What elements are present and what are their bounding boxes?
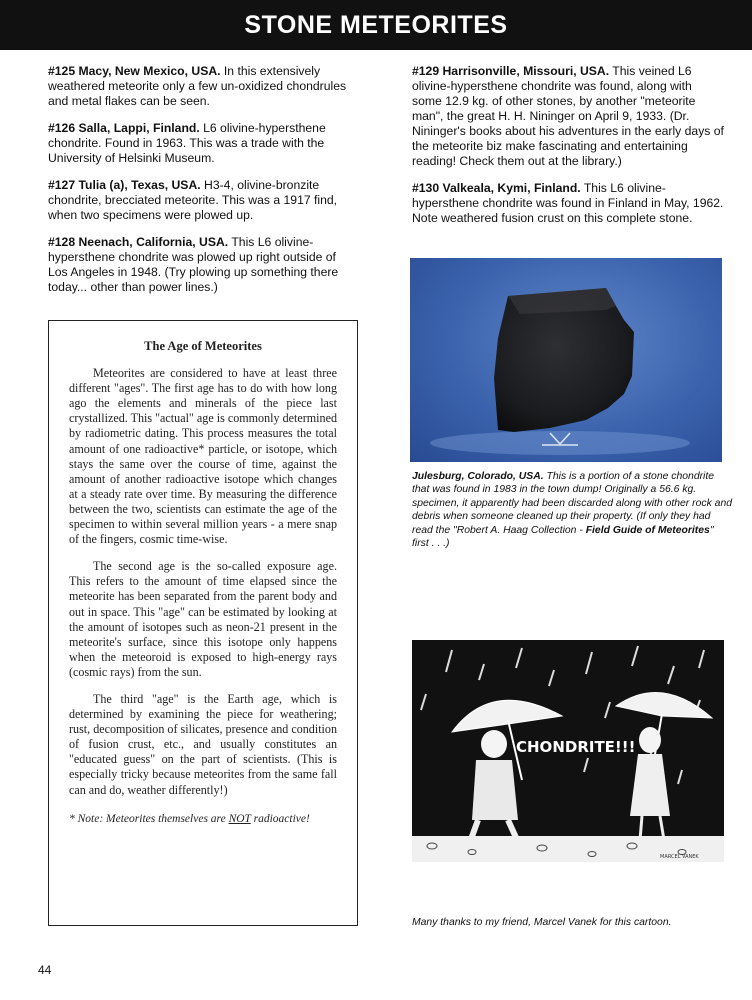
catalog-entry-127: [48, 178, 358, 223]
catalog-entry-129: [412, 64, 724, 169]
caption-book-title: Field Guide of Meteorites: [585, 524, 710, 536]
catalog-entry-125: [48, 64, 358, 109]
entry-heading: #125 Macy, New Mexico, USA.: [48, 64, 221, 78]
chondrite-cartoon: [412, 640, 724, 862]
sidebar-paragraph: The third "age" is the Earth age, which is determined by examining the piece for weathering; rust, decomposition of silicates, presence and condition of fusion crust, etc., and usually constitutes an "educated guess" on the part of scientists. (This is especially tricky because meteorites from the same fall can and do, weather differently!): [69, 691, 338, 797]
meteorite-photo: [410, 258, 722, 462]
caption-text: " first . . .): [412, 524, 714, 550]
left-column: [48, 64, 358, 307]
entry-heading: #129 Harrisonville, Missouri, USA.: [412, 64, 610, 78]
entry-text: L6 olivine-hypersthene chondrite. Found in 1963. This was a trade with the University of Helsinki Museum.: [48, 121, 326, 165]
sidebar-title: The Age of Meteorites: [144, 339, 262, 353]
entry-text: This veined L6 olivine-hypersthene chondrite was found, along with some 12.9 kg. of other stones, by another "meteorite man", the great H. H. Nininger on April 9, 1933. (Dr. Nininger's books about his adventures in the early days of the meteorite biz make fascinating and entertaining reading! Check them out at the library.): [412, 64, 724, 168]
age-of-meteorites-sidebar: [48, 320, 358, 926]
entry-text: H3-4, olivine-bronzite chondrite, brecciated meteorite. This was a 1917 find, when two specimens were plowed up.: [48, 178, 338, 222]
right-column: [412, 64, 724, 238]
caption-text: This is a portion of a stone chondrite that was found in 1983 in the town dump! Originally a 56.6 kg. specimen, it apparently had been discarded along with other rock and debris when someone cleaned up their property. (If only they had read the "Robert A. Haag Collection -: [412, 471, 732, 536]
entry-text: This L6 olivine-hypersthene chondrite was found in Finland in May, 1962. Note weathered fusion crust on this complete stone.: [412, 181, 724, 225]
entry-text: In this extensively weathered meteorite only a few un-oxidized chondrules and metal flakes can be seen.: [48, 64, 347, 108]
photo-caption: [412, 470, 732, 550]
sidebar-paragraph: The second age is the so-called exposure age. This refers to the amount of time elapsed since the meteorite has been separated from the parent body and out in space. This "age" can be estimated by looking at the amount of isotopes such as neon-21 present in the meteorite's surface, since this isotope only happens when the meteoroid is exposed to high-energy rays (cosmic rays) from the sun.: [69, 559, 337, 679]
footnote-text: radioactive!: [250, 812, 310, 825]
entry-heading: #127 Tulia (a), Texas, USA.: [48, 178, 201, 192]
entry-heading: #126 Salla, Lappi, Finland.: [48, 121, 200, 135]
catalog-entry-126: [48, 121, 358, 166]
meteorite-image: [410, 258, 722, 462]
cartoon-signature: MARCEL VANEK: [660, 854, 699, 860]
sidebar-footnote: [69, 812, 337, 827]
sidebar-paragraph: Meteorites are considered to have at least three different "ages". The first age has to do with how long ago the elements and minerals of the piece last crystallized. This "actual" age is commonly determined by radiometric dating. This process measures the total amount of one radioactive* particle, or isotope, which stays the same over the course of time, against the amount of another radioactive isotope which changes at a steady rate over time. By measuring the difference between the two, scientists can estimate the age of the specimen to within several million years - a mere snap of the fingers, cosmic time-wise.: [69, 366, 337, 547]
entry-text: This L6 olivine-hypersthene chondrite was plowed up right outside of Los Angeles in 1948. (Try plowing up something there today... other than power lines.): [48, 235, 339, 294]
page-title: STONE METEORITES: [244, 11, 508, 39]
cartoon-image: [412, 640, 724, 862]
cartoon-caption: Many thanks to my friend, Marcel Vanek for this cartoon.: [412, 917, 672, 928]
catalog-entry-128: [48, 235, 358, 295]
entry-heading: #130 Valkeala, Kymi, Finland.: [412, 181, 581, 195]
entry-heading: #128 Neenach, California, USA.: [48, 235, 229, 249]
page-header: [0, 0, 752, 50]
footnote-text: * Note: Meteorites themselves are: [69, 812, 229, 825]
caption-lead: Julesburg, Colorado, USA.: [412, 471, 544, 482]
page-number: 44: [38, 963, 52, 977]
cartoon-speech: CHONDRITE!!!: [516, 738, 636, 756]
footnote-emphasis: NOT: [228, 812, 251, 825]
catalog-entry-130: [412, 181, 724, 226]
